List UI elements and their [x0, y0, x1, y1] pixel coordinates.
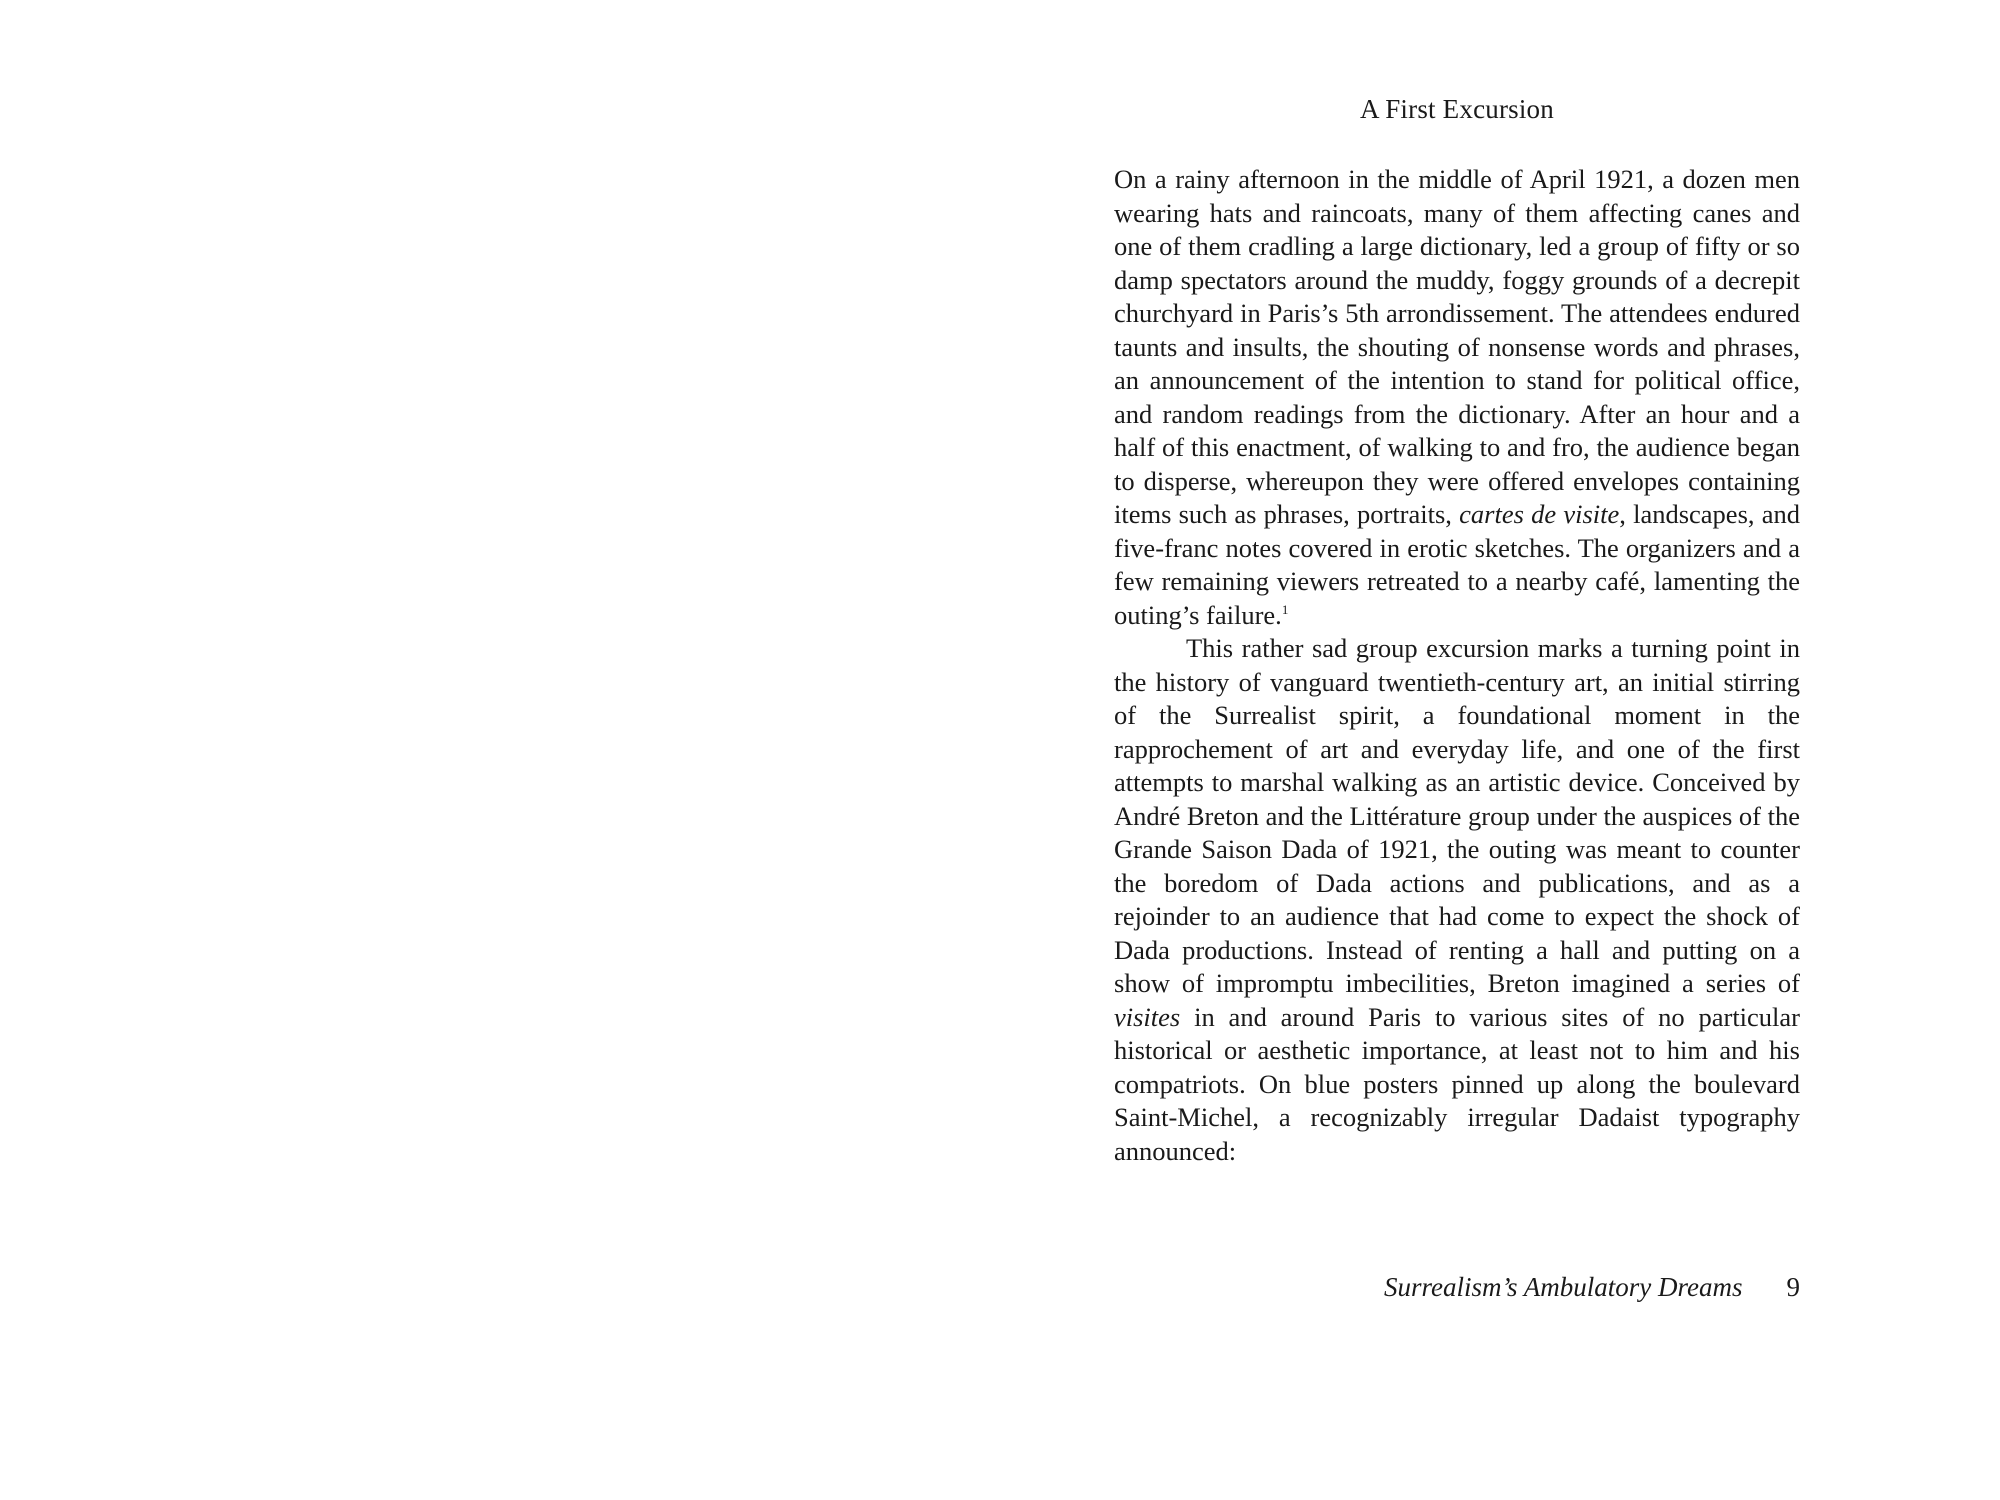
paragraph-1-text-a: On a rainy afternoon in the middle of April 1921, a dozen men wearing hats and raincoats, many of them affecting canes and one of them cradling a large dictionary, led a group of fifty or so damp spectators around the muddy, foggy grounds of a decrepit churchyard in Paris’s 5th arrondissement. The attendees endured taunts and insults, the shouting of nonsense words and phrases, an announcement of the intention to stand for political office, and random readings from the dictionary. After an hour and a half of this enactment, of walking to and fro, the audience began to disperse, whereupon they were offered envelopes containing items such as phrases, portraits,	[1114, 164, 1800, 529]
page-footer	[1114, 1272, 1800, 1303]
paragraph-2-italic: visites	[1114, 1001, 1181, 1032]
running-head: A First Excursion	[1360, 94, 1554, 124]
page-number: 9	[1786, 1272, 1800, 1302]
footnote-reference: 1	[1281, 601, 1289, 617]
paragraph-1	[1114, 163, 1800, 632]
footer-book-title: Surrealism’s Ambulatory Dreams	[1383, 1272, 1743, 1302]
paragraph-2-text-b: in and around Paris to various sites of no particular historical or aesthetic importance, at least not to him and his compatriots. On blue posters pinned up along the boulevard Saint-Michel, a recognizably irregular Dadaist typography announced:	[1114, 1001, 1800, 1166]
body-text	[1114, 163, 1800, 1168]
paragraph-2-text-a: This rather sad group excursion marks a turning point in the history of vanguard twentieth-century art, an initial stirring of the Surrealist spirit, a foundational moment in the rapprochement of art and everyday life, and one of the first attempts to marshal walking as an artistic device. Conceived by André Breton and the Littérature group under the auspices of the Grande Saison Dada of 1921, the outing was meant to counter the boredom of Dada actions and publications, and as a rejoinder to an audience that had come to expect the shock of Dada productions. Instead of renting a hall and putting on a show of impromptu imbecilities, Breton imagined a series of	[1114, 633, 1800, 998]
paragraph-1-text-b: , landscapes, and five-franc notes covered in erotic sketches. The organizers and a few remaining viewers retreated to a nearby café, lamenting the outing’s failure.	[1114, 499, 1800, 630]
paragraph-2	[1114, 632, 1800, 1168]
paragraph-1-italic: cartes de visite	[1459, 499, 1620, 529]
